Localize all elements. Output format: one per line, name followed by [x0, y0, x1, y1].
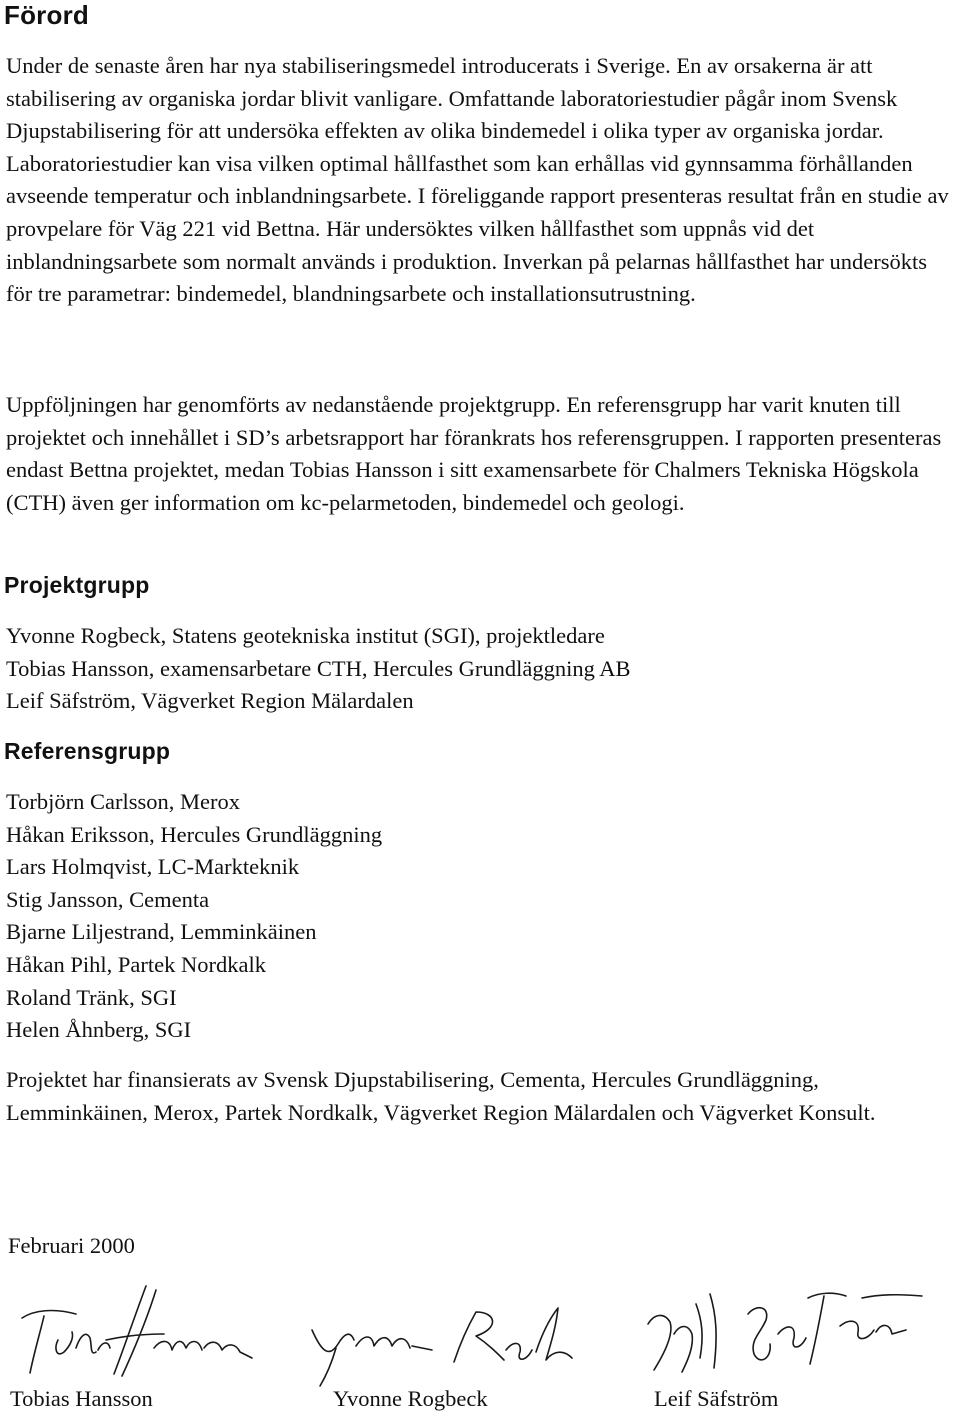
- signature-name: Yvonne Rogbeck: [333, 1386, 488, 1411]
- foreword-paragraph-2: Uppföljningen har genomförts av nedanstående projektgrupp. En referensgrupp har varit knuten till projektet och innehållet i SD’s arbetsrapport har förankrats hos referensgruppen. I rapporten presenteras endast Bettna projektet, medan Tobias Hansson i sitt examensarbete för Chalmers Tekniska Högskola (CTH) även ger information om kc-pelarmetoden, bindemedel och geologi.: [6, 392, 942, 515]
- reference-group-member: Håkan Eriksson, Hercules Grundläggning: [6, 821, 383, 847]
- reference-group-member: Bjarne Liljestrand, Lemminkäinen: [6, 919, 317, 945]
- reference-group-member: Roland Tränk, SGI: [6, 984, 177, 1010]
- reference-group-list: [6, 786, 382, 1047]
- signature-yvonne-rogbeck: [300, 1300, 590, 1390]
- reference-group-member: Håkan Pihl, Partek Nordkalk: [6, 951, 266, 977]
- project-group-list: [6, 620, 631, 718]
- project-group-heading: Projektgrupp: [4, 572, 150, 598]
- reference-group-member: Stig Jansson, Cementa: [6, 886, 210, 912]
- reference-group-heading: Referensgrupp: [4, 738, 171, 764]
- foreword-heading: Förord: [4, 0, 89, 30]
- signature-name: Leif Säfström: [654, 1386, 779, 1411]
- signature-name: Tobias Hansson: [10, 1386, 153, 1411]
- reference-group-member: Helen Åhnberg, SGI: [6, 1017, 192, 1043]
- document-date: Februari 2000: [8, 1233, 135, 1258]
- foreword-paragraph-1: Under de senaste åren har nya stabiliseringsmedel introducerats i Sverige. En av orsakerna är att stabilisering av organiska jordar blivit vanligare. Omfattande laboratoriestudier pågår inom Svensk Djupstabilisering för att undersöka effekten av olika bindemedel i olika typer av organiska jordar. Laboratoriestudier kan visa vilken optimal hållfasthet som kan erhållas vid gynnsamma förhållanden avseende temperatur och inblandningsarbete. I föreliggande rapport presenteras resultat från en studie av provpelare för Väg 221 vid Bettna. Här undersöktes vilken hållfasthet som uppnås vid det inblandningsarbete som normalt används i produktion. Inverkan på pelarnas hållfasthet har undersökts för tre parametrar: bindemedel, blandningsarbete och installationsutrustning.: [6, 53, 949, 307]
- reference-group-member: Torbjörn Carlsson, Merox: [6, 789, 241, 814]
- project-group-member: Tobias Hansson, examensarbetare CTH, Hercules Grundläggning AB: [6, 655, 631, 681]
- project-group-member: Yvonne Rogbeck, Statens geotekniska institut (SGI), projektledare: [6, 623, 605, 648]
- project-group-member: Leif Säfström, Vägverket Region Mälardalen: [6, 688, 414, 714]
- reference-group-member: Lars Holmqvist, LC-Markteknik: [6, 854, 300, 880]
- signature-leif-safstrom: [630, 1284, 930, 1384]
- funding-paragraph: Projektet har finansierats av Svensk Djupstabilisering, Cementa, Hercules Grundläggning, Lemminkäinen, Merox, Partek Nordkalk, Vägverket Region Mälardalen och Vägverket Konsult.: [6, 1067, 876, 1125]
- signature-tobias-hansson: [14, 1278, 284, 1388]
